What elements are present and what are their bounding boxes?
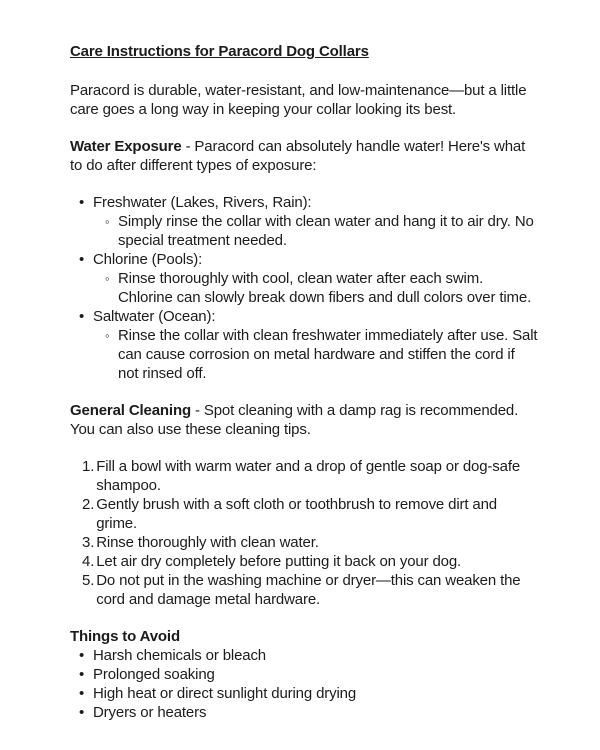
bullet-text: Dryers or heaters: [93, 704, 207, 721]
water-exposure-heading: Water Exposure: [70, 138, 182, 155]
numbered-item: [70, 533, 538, 552]
item-number: 4.: [82, 553, 95, 570]
things-to-avoid-list: [70, 646, 538, 722]
numbered-item-text: Rinse thoroughly with clean water.: [96, 534, 319, 551]
numbered-item-text: Gently brush with a soft cloth or toothbrush to remove dirt and grime.: [96, 496, 497, 532]
general-cleaning-text: - Spot cleaning with a damp rag is recommended. You can also use these cleaning tips.: [70, 402, 519, 438]
bullet-text: Prolonged soaking: [93, 666, 215, 683]
numbered-item: [70, 552, 538, 571]
sub-bullet-item: [70, 212, 538, 250]
sub-bullet-icon: ◦: [105, 271, 110, 286]
item-number: 1.: [82, 458, 95, 475]
bullet-icon: •: [79, 194, 85, 211]
sub-bullet-text: Simply rinse the collar with clean water and hang it to air dry. No special treatment needed.: [118, 213, 534, 249]
intro-paragraph: Paracord is durable, water-resistant, and low-maintenance—but a little care goes a long way in keeping your collar looking its best.: [70, 82, 527, 118]
sub-bullet-icon: ◦: [105, 214, 110, 229]
sub-bullet-text: Rinse thoroughly with cool, clean water after each swim. Chlorine can slowly break down fibers and dull colors over time.: [118, 270, 532, 306]
bullet-icon: •: [79, 647, 85, 664]
numbered-item-text: Do not put in the washing machine or dryer—this can weaken the cord and damage metal hardware.: [96, 572, 521, 608]
cleaning-steps-list: [70, 457, 538, 609]
general-cleaning-paragraph: [70, 401, 538, 439]
sub-bullet-icon: ◦: [105, 328, 110, 343]
bullet-text: Harsh chemicals or bleach: [93, 647, 266, 664]
things-to-avoid-heading: Things to Avoid: [70, 628, 180, 645]
bullet-item: [70, 665, 538, 684]
bullet-item: [70, 684, 538, 703]
page-title: Care Instructions for Paracord Dog Collars: [70, 43, 369, 60]
sub-bullet-item: [70, 326, 538, 383]
bullet-icon: •: [79, 704, 85, 721]
item-number: 2.: [82, 496, 95, 513]
sub-bullet-item: [70, 269, 538, 307]
bullet-text: High heat or direct sunlight during drying: [93, 685, 357, 702]
bullet-icon: •: [79, 308, 85, 325]
bullet-term: Freshwater (Lakes, Rivers, Rain):: [93, 194, 312, 211]
bullet-item-chlorine: [70, 250, 538, 269]
bullet-item-saltwater: [70, 307, 538, 326]
numbered-item: [70, 571, 538, 609]
water-exposure-paragraph: [70, 137, 538, 175]
bullet-icon: •: [79, 251, 85, 268]
water-exposure-list: [70, 193, 538, 383]
bullet-term: Chlorine (Pools):: [93, 251, 203, 268]
bullet-icon: •: [79, 685, 85, 702]
bullet-item-freshwater: [70, 193, 538, 212]
numbered-item-text: Let air dry completely before putting it back on your dog.: [96, 553, 462, 570]
water-exposure-text: - Paracord can absolutely handle water! Here's what to do after different types of exposure:: [70, 138, 526, 174]
item-number: 5.: [82, 572, 95, 589]
sub-bullet-text: Rinse the collar with clean freshwater immediately after use. Salt can cause corrosion on metal hardware and stiffen the cord if not rinsed off.: [118, 327, 538, 382]
bullet-icon: •: [79, 666, 85, 683]
numbered-item: [70, 457, 538, 495]
numbered-item: [70, 495, 538, 533]
bullet-term: Saltwater (Ocean):: [93, 308, 216, 325]
general-cleaning-heading: General Cleaning: [70, 402, 191, 419]
numbered-item-text: Fill a bowl with warm water and a drop of gentle soap or dog-safe shampoo.: [96, 458, 521, 494]
item-number: 3.: [82, 534, 95, 551]
bullet-item: [70, 646, 538, 665]
bullet-item: [70, 703, 538, 722]
